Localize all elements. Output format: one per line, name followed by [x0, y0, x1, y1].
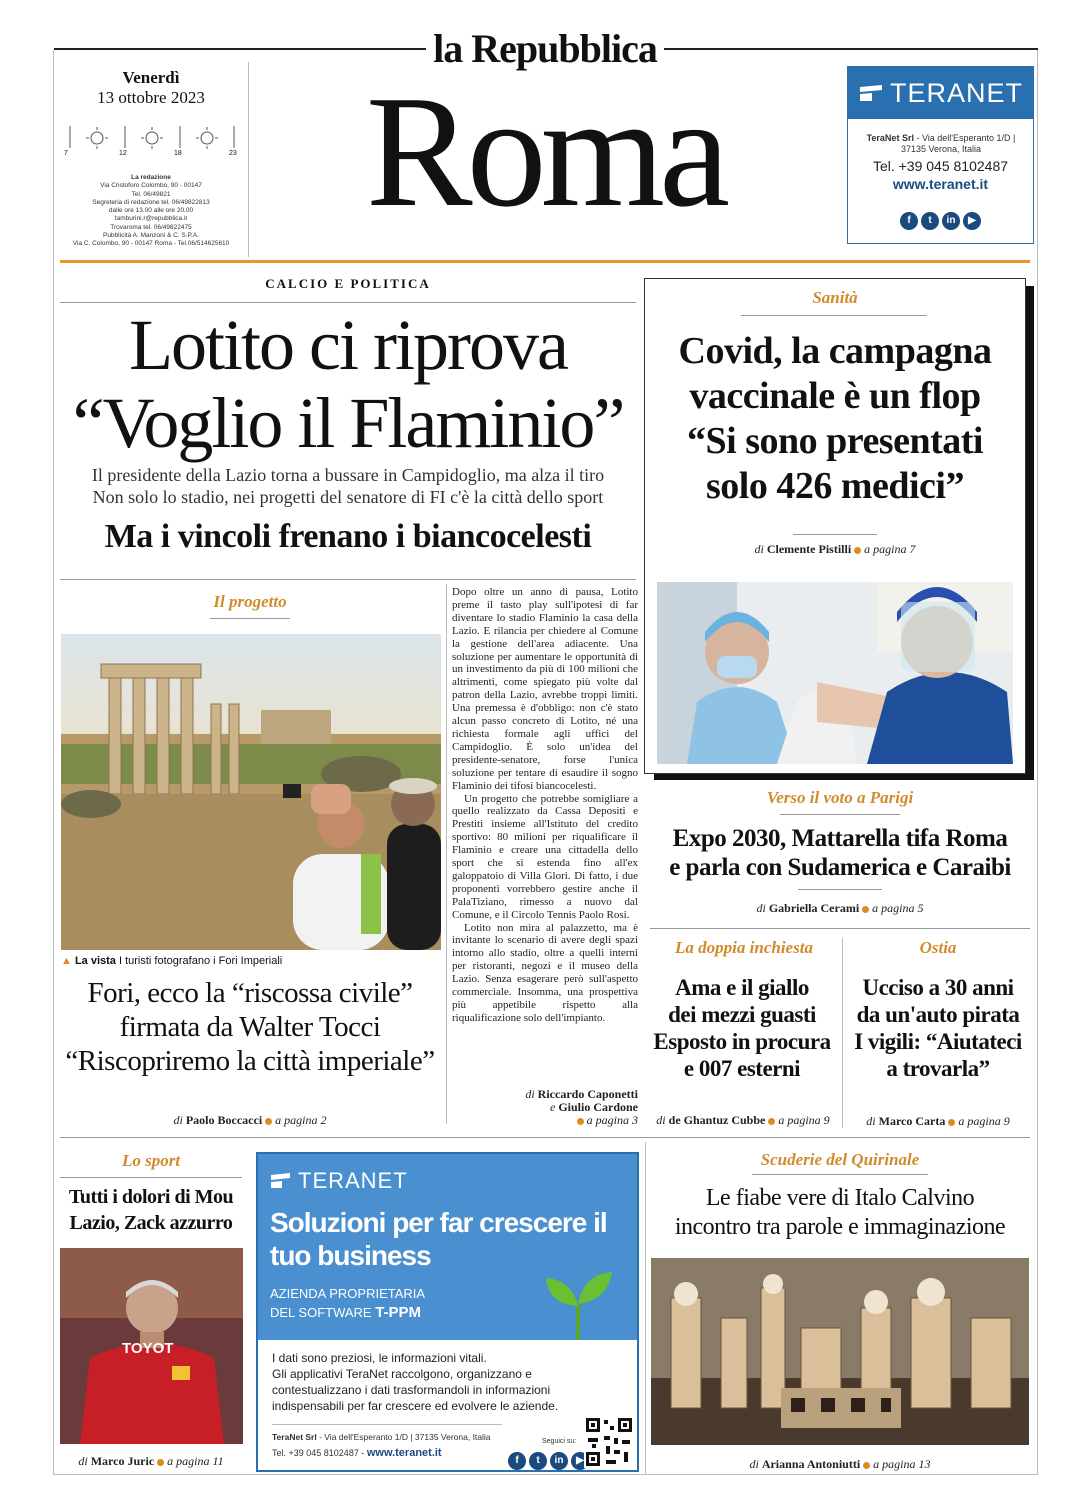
weather-strip	[62, 124, 242, 160]
ama-ostia-divider	[842, 938, 843, 1128]
quirinale-headline-2[interactable]: incontro tra parole e immaginazione	[674, 1214, 1006, 1240]
fori-imperiali-illustration	[61, 634, 441, 950]
datebox-divider	[248, 62, 249, 257]
progetto-headline-3[interactable]: “Riscopriremo la città imperiale”	[65, 1045, 435, 1077]
progetto-kicker: Il progetto	[213, 592, 287, 611]
bullet-dot	[577, 1118, 584, 1125]
masthead-rule-right	[664, 48, 1038, 50]
edition-title: Roma	[365, 62, 725, 240]
lead-headline-2[interactable]: “Voglio il Flaminio”	[72, 383, 624, 463]
progetto-headline-1[interactable]: Fori, ecco la “riscossa civile”	[87, 977, 413, 1009]
teranet-ad-sub-1: AZIENDA PROPRIETARIA	[270, 1286, 426, 1301]
teranet-ad-contact: Tel. +39 045 8102487 - www.teranet.it	[272, 1447, 442, 1459]
quirinale-headline-1[interactable]: Le fiabe vere di Italo Calvino	[705, 1185, 975, 1211]
teranet-mark-icon	[270, 1172, 292, 1190]
quirinale-kicker: Scuderie del Quirinale	[760, 1150, 920, 1169]
bullet-dot	[862, 906, 869, 913]
teranet-ad-social	[508, 1448, 589, 1470]
weather-icons	[62, 124, 242, 160]
parigi-kicker: Verso il voto a Parigi	[766, 788, 914, 807]
bullet-dot	[854, 547, 861, 554]
masthead-orange-rule	[60, 260, 1030, 263]
redazione-title: La redazione	[131, 174, 171, 181]
issue-day: Venerdì	[122, 68, 180, 87]
bullet-dot	[948, 1119, 955, 1126]
page-border-left	[53, 50, 54, 1475]
quirinale-kicker-rule	[752, 1174, 928, 1175]
lead-subhead-2: Non solo lo stadio, nei progetti del senatore di FI c'è la città dello sport	[92, 487, 604, 507]
vaccine-illustration	[657, 582, 1013, 764]
redazione-line: Via C. Colombo, 90 - 00147 Roma - Tel.06/514625610	[72, 240, 230, 248]
teranet-ad-follow: Seguici su:	[542, 1438, 577, 1445]
lead-body-text: Dopo oltre un anno di pausa, Lotito preme il tasto play sull'ipotesi di far diventare lo stadio Flaminio la casa della Lazio. E rilancia per chiedere al Comune la gestione dell'area adiacente. Una soluzione per aumentare le opportunità di un investimento da più di 100 milioni che altrimenti, come spiegato più volte dal patron della Lazio, avrebbe troppi limiti. Una premessa è d'obbligo: non c'è stato alcun passo concreto di Lotito, né una richiesta formale agli uffici del Campidoglio. È solo un'idea del presidente-senatore, forse l'unica soluzione per tentare di esaudire il sogno Flaminio dei tifosi biancocelesti. Un progetto che potrebbe somigliare a quello realizzato da Cassa Depositi e Prestiti insieme all'Istituto del credito sportivo: 80 milioni per riqualificare il Flaminio e creare una cittadella dello sport che si estenda fino all'ex galoppatoio di Villa Glori. Di fatto, i due proponenti vorrebbero gestire anche il PalaTiziano, rimesso a nuovo dal Comune, e il Circolo Tennis Paolo Rosi. Lotito non mira al palazzetto, ma è invitante lo scenario di avere degli spazi intorno allo stadio, oltre a quelli interni per ristoranti, negozi e il museo della Lazio. Senza esagerare però sull'aspetto commerciale. Insomma, una prospettiva più appetibile rispetto alla riqualificazione solo dell'impianto.	[452, 586, 638, 1024]
ama-kicker: La doppia inchiesta	[675, 938, 813, 957]
ostia-byline: di Marco Carta a pagina 9	[866, 1114, 1010, 1128]
bullet-dot	[863, 1462, 870, 1469]
lead-subhead-1: Il presidente della Lazio torna a bussare in Campidoglio, ma alza il tiro	[91, 465, 605, 485]
quirinale-byline: di Arianna Antoniutti a pagina 13	[749, 1457, 931, 1471]
progetto-byline: di Paolo Boccacci a pagina 2	[173, 1113, 327, 1127]
twitter-icon[interactable]: t	[529, 1452, 547, 1470]
ama-byline: di de Ghantuz Cubbe a pagina 9	[656, 1113, 830, 1127]
sanita-kicker: Sanità	[812, 288, 858, 307]
lead-section-rule	[60, 302, 636, 303]
temp-18: 18	[174, 150, 182, 157]
temp-23: 23	[229, 150, 237, 157]
redazione-line: Via Cristoforo Colombo, 90 - 00147	[100, 182, 202, 190]
redazione-line[interactable]: tamburini.r@repubblica.it	[114, 215, 188, 223]
facebook-icon[interactable]: f	[508, 1452, 526, 1470]
progetto-kicker-rule	[210, 618, 290, 619]
mourinho-photo	[60, 1248, 243, 1444]
sport-kicker: Lo sport	[121, 1151, 181, 1170]
teranet-ad-headline: Soluzioni per far crescere il tuo business	[270, 1207, 607, 1271]
parigi-headline-2[interactable]: e parla con Sudamerica e Caraibi	[669, 854, 1011, 881]
redazione-line: Trovaroma tel. 06/49822475	[110, 223, 192, 231]
sprout-icon	[538, 1264, 618, 1340]
ama-headline-2[interactable]: dei mezzi guasti	[668, 1002, 816, 1027]
linkedin-icon[interactable]: in	[942, 212, 960, 230]
teranet-ad-header	[848, 67, 1033, 119]
calvino-exhibit-photo	[651, 1258, 1029, 1445]
qr-code-icon[interactable]	[584, 1416, 634, 1468]
page-border-bottom	[53, 1474, 1038, 1475]
ostia-headline-1[interactable]: Ucciso a 30 anni	[862, 975, 1014, 1000]
lead-byline: di Riccardo Caponetti e Giulio Cardone a pagina 3	[525, 1087, 638, 1127]
parigi-bottom-rule	[650, 928, 1030, 929]
lead-bottom-rule	[60, 579, 636, 580]
twitter-icon[interactable]: t	[921, 212, 939, 230]
shirt-sponsor-text: TOYOT	[122, 1340, 174, 1357]
fori-photo-caption: ▲ La vista I turisti fotografano i Fori Imperiali	[61, 955, 283, 967]
caption-triangle-icon: ▲	[61, 955, 72, 967]
teranet-ad-body: I dati sono preziosi, le informazioni vitali. Gli applicativi TeraNet raccolgono, organizzano e contestualizzano i dati trasformandoli in informazioni indispensabili per far crescere ed evolvere le aziende.	[272, 1351, 559, 1413]
youtube-icon[interactable]: ▶	[963, 212, 981, 230]
ama-headline-4[interactable]: e 007 esterni	[683, 1056, 801, 1081]
ama-headline-3[interactable]: Esposto in procura	[653, 1029, 831, 1054]
issue-date: 13 ottobre 2023	[97, 88, 205, 107]
teranet-ad-top[interactable]	[847, 66, 1034, 244]
redazione-block	[60, 174, 242, 249]
ostia-headline-3[interactable]: I vigili: “Aiutateci	[854, 1029, 1022, 1054]
ama-headline-1[interactable]: Ama e il giallo	[675, 975, 809, 1000]
brand-logo[interactable]: la Repubblica	[433, 26, 657, 71]
vaccine-photo	[657, 582, 1013, 764]
progetto-headline-2[interactable]: firmata da Walter Tocci	[119, 1011, 381, 1043]
parigi-byline: di Gabriella Cerami a pagina 5	[756, 901, 924, 915]
teranet-social	[848, 208, 1033, 230]
teranet-address: TeraNet Srl - Via dell'Esperanto 1/D | 37135 Verona, Italia	[866, 133, 1016, 154]
teranet-mark-icon	[858, 83, 884, 103]
teranet-ad-middle[interactable]	[256, 1152, 639, 1472]
quirinale-divider	[645, 1142, 646, 1474]
linkedin-icon[interactable]: in	[550, 1452, 568, 1470]
calvino-exhibit-illustration	[651, 1258, 1029, 1445]
teranet-ad-footer-rule	[272, 1424, 502, 1425]
sanita-kicker-rule	[741, 315, 927, 316]
sanita-byline-rule	[793, 534, 877, 535]
masthead-rule-left	[54, 48, 426, 50]
youtube-icon[interactable]: ▶	[571, 1452, 589, 1470]
redazione-line: Tel. 06/49821	[131, 190, 171, 198]
sport-headline-2[interactable]: Lazio, Zack azzurro	[69, 1212, 233, 1234]
teranet-ad-address: TeraNet Srl - Via dell'Esperanto 1/D | 37135 Verona, Italia	[272, 1432, 491, 1442]
bullet-dot	[157, 1459, 164, 1466]
lead-section-label: CALCIO E POLITICA	[265, 276, 431, 291]
lead-deck: Ma i vincoli frenano i biancocelesti	[104, 518, 592, 555]
sanita-headline-2[interactable]: vaccinale è un flop	[689, 375, 981, 417]
lead-headline-1[interactable]: Lotito ci riprova	[129, 305, 567, 385]
redazione-line: Pubblicità A. Manzoni & C. S.P.A.	[103, 232, 199, 240]
sanita-byline: di Clemente Pistilli a pagina 7	[754, 542, 916, 556]
bottom-band-rule	[60, 1137, 1030, 1138]
page-border-right	[1037, 50, 1038, 1475]
bullet-dot	[265, 1118, 272, 1125]
sanita-box[interactable]	[644, 278, 1026, 774]
teranet-ad-sub-2: DEL SOFTWARE T-PPM	[270, 1304, 422, 1321]
ostia-headline-2[interactable]: da un'auto pirata	[856, 1002, 1020, 1027]
sport-byline: di Marco Juric a pagina 11	[78, 1454, 224, 1468]
ostia-headline-4[interactable]: a trovarla”	[886, 1056, 990, 1081]
bullet-dot	[768, 1118, 775, 1125]
teranet-phone[interactable]: Tel. +39 045 8102487	[872, 158, 1009, 174]
parigi-kicker-rule	[780, 814, 900, 815]
temp-12: 12	[119, 150, 127, 157]
fori-imperiali-photo	[61, 634, 441, 950]
teranet-website-link[interactable]: www.teranet.it	[892, 176, 989, 192]
teranet-logo-middle: TERANET	[270, 1168, 408, 1194]
teranet-logo: TERANET	[858, 78, 1023, 109]
redazione-line: dalle ore 13.00 alle ore 20.00	[108, 207, 194, 215]
sport-kicker-rule	[60, 1177, 242, 1178]
parigi-byline-rule	[798, 889, 882, 890]
parigi-headline-1[interactable]: Expo 2030, Mattarella tifa Roma	[672, 825, 1008, 852]
ostia-kicker: Ostia	[919, 938, 957, 957]
facebook-icon[interactable]: f	[900, 212, 918, 230]
temp-7: 7	[64, 150, 68, 157]
sanita-headline-4[interactable]: solo 426 medici”	[706, 465, 964, 507]
sanita-headline-1[interactable]: Covid, la campagna	[678, 330, 992, 372]
sanita-headline-3[interactable]: “Si sono presentati	[687, 420, 983, 462]
teranet-ad-banner	[258, 1154, 637, 1340]
redazione-line: Segreteria di redazione tel. 06/49822813	[92, 198, 210, 206]
sport-headline-1[interactable]: Tutti i dolori di Mou	[68, 1186, 234, 1208]
column-divider	[446, 584, 447, 1124]
